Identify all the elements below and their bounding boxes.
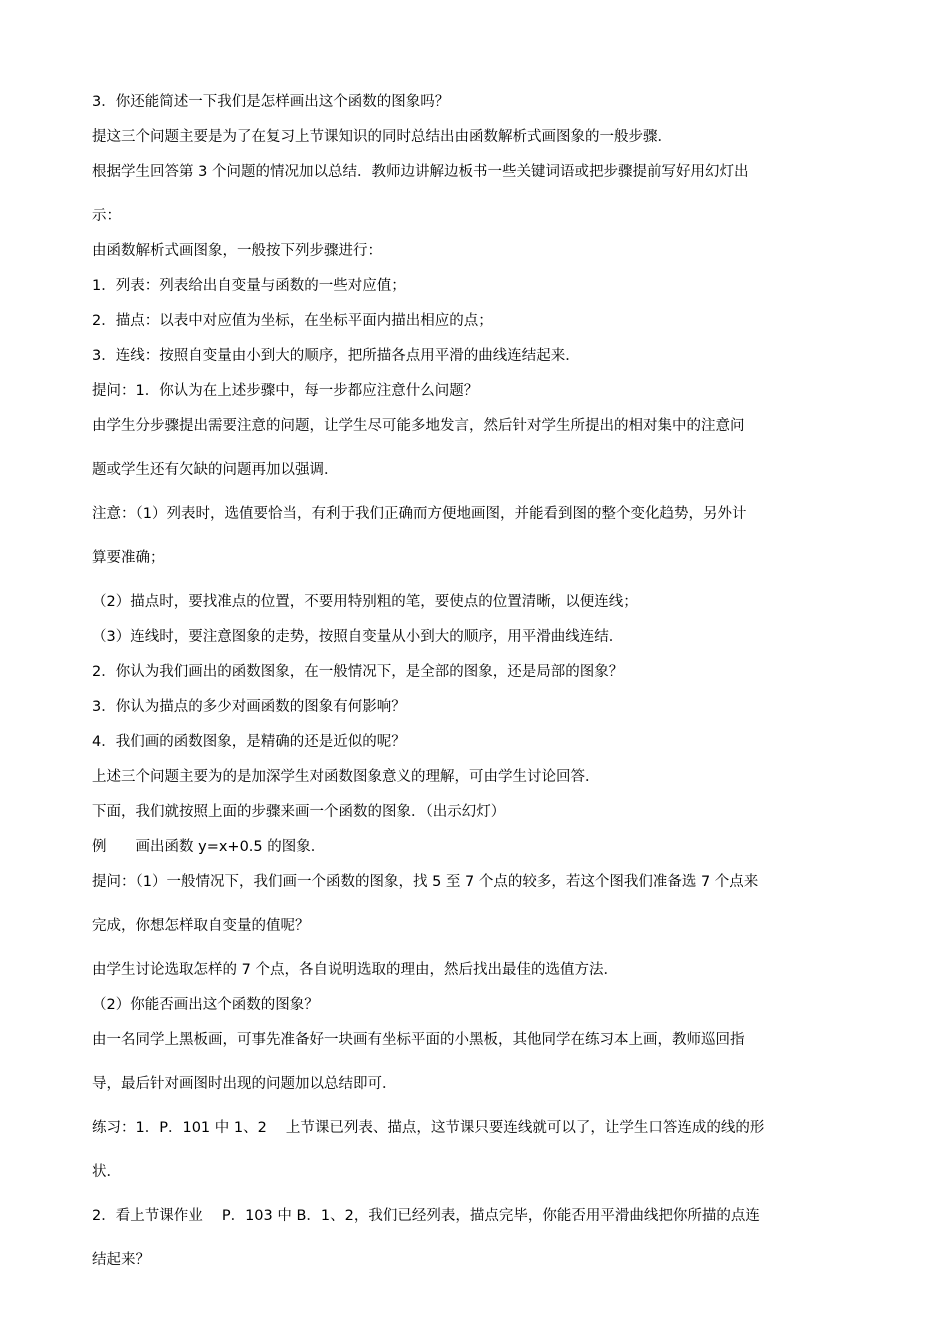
step-3-connect: 3．连线：按照自变量由小到大的顺序，把所描各点用平滑的曲线连结起来．: [92, 348, 580, 364]
paragraph-discussion: 由学生分步骤提出需要注意的问题，让学生尽可能多地发言，然后针对学生所提出的相对集中的注意问: [92, 418, 745, 434]
question-2: 2．你认为我们画出的函数图象，在一般情况下，是全部的图象，还是局部的图象？: [92, 664, 624, 680]
document-body: [92, 92, 862, 1270]
question-points-cont: 完成，你想怎样取自变量的值呢？: [92, 918, 310, 934]
note-2: （2）描点时，要找准点的位置，不要用特别粗的笔，要使点的位置清晰，以便连线；: [92, 594, 638, 610]
exercise-1-cont: 状．: [92, 1164, 121, 1180]
question-4: 4．我们画的函数图象，是精确的还是近似的呢？: [92, 734, 406, 750]
paragraph-summary-cont: 示：: [92, 208, 121, 224]
paragraph-summary: 根据学生回答第 3 个问题的情况加以总结．教师边讲解边板书一些关键词语或把步骤提前写好用幻灯出: [92, 164, 749, 180]
paragraph-blackboard-cont: 导，最后针对画图时出现的问题加以总结即可．: [92, 1076, 397, 1092]
question-points: 提问：（1）一般情况下，我们画一个函数的图象，找 5 至 7 个点的较多，若这个图我们准备选 7 个点来: [92, 874, 759, 890]
question-3-text: 3．你还能简述一下我们是怎样画出这个函数的图象吗？: [92, 94, 450, 110]
example-heading: 例 画出函数 y=x+0.5 的图象．: [92, 839, 326, 855]
exercise-2-cont: 结起来？: [92, 1252, 150, 1268]
paragraph-select-points: 由学生讨论选取怎样的 7 个点，各自说明选取的理由，然后找出最佳的选值方法．: [92, 962, 618, 978]
exercise-1: 练习：1．P．101 中 1、2 上节课已列表、描点，这节课只要连线就可以了，让学生口答连成的线的形: [92, 1120, 765, 1136]
paragraph-next: 下面，我们就按照上面的步骤来画一个函数的图象．（出示幻灯）: [92, 804, 506, 820]
note-3: （3）连线时，要注意图象的走势，按照自变量从小到大的顺序，用平滑曲线连结．: [92, 629, 624, 645]
question-attention: 提问：1．你认为在上述步骤中，每一步都应注意什么问题？: [92, 383, 479, 399]
paragraph-understanding: 上述三个问题主要为的是加深学生对函数图象意义的理解，可由学生讨论回答．: [92, 769, 600, 785]
paragraph-discussion-cont: 题或学生还有欠缺的问题再加以强调．: [92, 462, 339, 478]
step-2-plot: 2．描点：以表中对应值为坐标，在坐标平面内描出相应的点；: [92, 313, 493, 329]
question-3: 3．你认为描点的多少对画函数的图象有何影响？: [92, 699, 406, 715]
paragraph-purpose: 提这三个问题主要是为了在复习上节课知识的同时总结出由函数解析式画图象的一般步骤．: [92, 129, 672, 145]
paragraph-blackboard: 由一名同学上黑板画，可事先准备好一块画有坐标平面的小黑板，其他同学在练习本上画，教师巡回指: [92, 1032, 745, 1048]
question-draw: （2）你能否画出这个函数的图象？: [92, 997, 319, 1013]
step-1-list: 1．列表：列表给出自变量与函数的一些对应值；: [92, 278, 406, 294]
steps-intro: 由函数解析式画图象，一般按下列步骤进行：: [92, 243, 382, 259]
note-1-cont: 算要准确；: [92, 550, 165, 566]
note-1: 注意：（1）列表时，选值要恰当，有利于我们正确而方便地画图，并能看到图的整个变化趋势，另外计: [92, 506, 747, 522]
exercise-2: 2．看上节课作业 P．103 中 B．1、2，我们已经列表，描点完毕，你能否用平滑曲线把你所描的点连: [92, 1208, 760, 1224]
